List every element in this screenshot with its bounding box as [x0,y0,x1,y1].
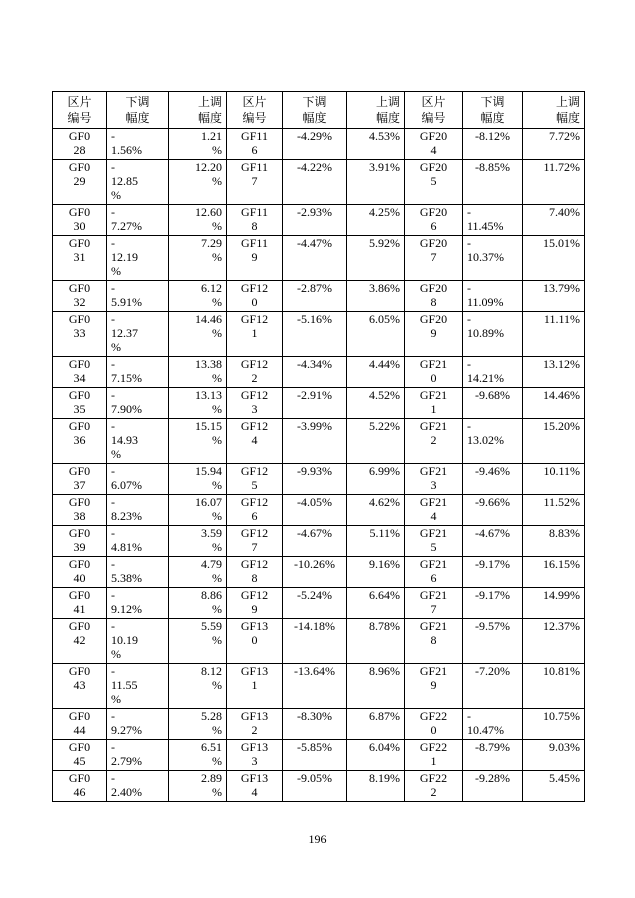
table-cell-zone-id: GF0 45 [53,740,107,771]
table-row [53,771,585,802]
table-cell-decrease: - 8.23% [107,495,169,526]
table-cell-decrease: - 5.91% [107,281,169,312]
table-cell-zone-id: GF21 4 [405,495,463,526]
table-cell-zone-id: GF11 8 [227,205,283,236]
table-row [53,205,585,236]
table-cell-zone-id: GF0 30 [53,205,107,236]
table-cell-decrease: -4.34% [283,357,347,388]
table-cell-decrease: -9.57% [463,619,523,664]
table-row [53,312,585,357]
table-cell-zone-id: GF0 34 [53,357,107,388]
table-cell-increase: 7.72% [523,129,585,160]
table-cell-zone-id: GF13 0 [227,619,283,664]
table-cell-increase: 14.99% [523,588,585,619]
table-cell-zone-id: GF20 7 [405,236,463,281]
table-cell-increase: 6.64% [347,588,405,619]
table-cell-decrease: -4.22% [283,160,347,205]
table-cell-decrease: -9.68% [463,388,523,419]
table-cell-increase: 5.59 % [169,619,227,664]
table-cell-decrease: -3.99% [283,419,347,464]
table-cell-increase: 6.87% [347,709,405,740]
table-cell-zone-id: GF12 4 [227,419,283,464]
table-cell-increase: 13.12% [523,357,585,388]
table-row [53,619,585,664]
table-cell-zone-id: GF0 29 [53,160,107,205]
table-cell-increase: 14.46 % [169,312,227,357]
table-cell-increase: 8.96% [347,664,405,709]
table-row [53,357,585,388]
table-cell-decrease: - 12.37 % [107,312,169,357]
table-row [53,160,585,205]
table-cell-decrease: -9.17% [463,588,523,619]
table-cell-increase: 5.45% [523,771,585,802]
table-cell-decrease: -14.18% [283,619,347,664]
table-cell-increase: 15.20% [523,419,585,464]
table-row [53,664,585,709]
table-cell-zone-id: GF11 7 [227,160,283,205]
table-cell-decrease: -5.24% [283,588,347,619]
table-cell-increase: 4.53% [347,129,405,160]
table-cell-decrease: - 4.81% [107,526,169,557]
table-cell-increase: 13.13 % [169,388,227,419]
table-cell-decrease: - 7.27% [107,205,169,236]
table-cell-decrease: -8.79% [463,740,523,771]
table-cell-zone-id: GF0 35 [53,388,107,419]
table-cell-decrease: -2.87% [283,281,347,312]
table-cell-decrease: - 1.56% [107,129,169,160]
table-cell-decrease: -4.29% [283,129,347,160]
table-cell-zone-id: GF12 2 [227,357,283,388]
table-cell-zone-id: GF21 8 [405,619,463,664]
table-cell-increase: 8.78% [347,619,405,664]
table-cell-zone-id: GF0 39 [53,526,107,557]
table-cell-zone-id: GF12 5 [227,464,283,495]
table-cell-zone-id: GF0 41 [53,588,107,619]
table-cell-decrease: -5.16% [283,312,347,357]
table-row [53,740,585,771]
table-cell-zone-id: GF13 3 [227,740,283,771]
table-cell-decrease: - 2.79% [107,740,169,771]
table-cell-zone-id: GF20 5 [405,160,463,205]
table-cell-increase: 3.59 % [169,526,227,557]
table-cell-decrease: - 11.45% [463,205,523,236]
column-header-zone-id: 区片 编号 [405,92,463,129]
table-cell-zone-id: GF13 1 [227,664,283,709]
table-cell-zone-id: GF0 44 [53,709,107,740]
table-cell-increase: 6.05% [347,312,405,357]
table-cell-decrease: -9.66% [463,495,523,526]
table-cell-decrease: - 10.37% [463,236,523,281]
table-cell-decrease: -8.85% [463,160,523,205]
table-cell-increase: 16.15% [523,557,585,588]
table-cell-zone-id: GF20 4 [405,129,463,160]
table-cell-zone-id: GF0 32 [53,281,107,312]
column-header-decrease: 下调 幅度 [283,92,347,129]
table-cell-increase: 5.11% [347,526,405,557]
table-cell-decrease: -2.93% [283,205,347,236]
table-row [53,588,585,619]
table-cell-increase: 11.52% [523,495,585,526]
table-cell-decrease: - 13.02% [463,419,523,464]
table-cell-decrease: -5.85% [283,740,347,771]
table-cell-zone-id: GF22 1 [405,740,463,771]
table-cell-decrease: - 14.93 % [107,419,169,464]
table-cell-increase: 11.72% [523,160,585,205]
table-cell-zone-id: GF0 40 [53,557,107,588]
table-cell-zone-id: GF0 28 [53,129,107,160]
table-row [53,129,585,160]
table-cell-decrease: - 9.12% [107,588,169,619]
table-cell-decrease: -8.30% [283,709,347,740]
table-cell-zone-id: GF21 3 [405,464,463,495]
table-cell-decrease: - 10.19 % [107,619,169,664]
table-cell-zone-id: GF11 6 [227,129,283,160]
table-cell-increase: 15.01% [523,236,585,281]
table-cell-increase: 8.83% [523,526,585,557]
table-cell-zone-id: GF20 6 [405,205,463,236]
table-cell-increase: 2.89 % [169,771,227,802]
table-cell-zone-id: GF22 2 [405,771,463,802]
table-cell-zone-id: GF0 42 [53,619,107,664]
table-cell-zone-id: GF0 31 [53,236,107,281]
table-cell-decrease: - 12.19 % [107,236,169,281]
table-cell-increase: 13.38 % [169,357,227,388]
table-cell-increase: 4.62% [347,495,405,526]
table-cell-zone-id: GF12 3 [227,388,283,419]
table-cell-zone-id: GF21 7 [405,588,463,619]
table-cell-decrease: - 11.55 % [107,664,169,709]
table-cell-zone-id: GF21 2 [405,419,463,464]
page-number: 196 [308,832,327,846]
table-cell-decrease: - 6.07% [107,464,169,495]
table-row [53,526,585,557]
table-cell-zone-id: GF13 4 [227,771,283,802]
adjustment-table [52,91,585,802]
table-cell-increase: 9.03% [523,740,585,771]
table-cell-zone-id: GF21 9 [405,664,463,709]
table-cell-decrease: -8.12% [463,129,523,160]
table-cell-decrease: -4.67% [283,526,347,557]
table-cell-decrease: - 11.09% [463,281,523,312]
table-body [53,129,585,802]
table-cell-zone-id: GF20 9 [405,312,463,357]
table-cell-increase: 8.19% [347,771,405,802]
table-cell-zone-id: GF12 6 [227,495,283,526]
table-cell-decrease: -4.67% [463,526,523,557]
table-cell-zone-id: GF20 8 [405,281,463,312]
table-cell-increase: 12.60 % [169,205,227,236]
table-cell-increase: 7.29 % [169,236,227,281]
table-cell-increase: 13.79% [523,281,585,312]
column-header-increase: 上调 幅度 [169,92,227,129]
table-cell-decrease: -2.91% [283,388,347,419]
table-cell-zone-id: GF0 43 [53,664,107,709]
table-cell-increase: 1.21 % [169,129,227,160]
table-cell-increase: 5.28 % [169,709,227,740]
table-row [53,557,585,588]
table-row [53,236,585,281]
table-cell-increase: 16.07 % [169,495,227,526]
table-cell-decrease: -4.05% [283,495,347,526]
table-cell-increase: 4.52% [347,388,405,419]
table-cell-increase: 5.92% [347,236,405,281]
table-cell-increase: 3.86% [347,281,405,312]
table-cell-increase: 12.37% [523,619,585,664]
table-cell-decrease: - 12.85 % [107,160,169,205]
table-cell-increase: 7.40% [523,205,585,236]
table-cell-zone-id: GF0 37 [53,464,107,495]
table-cell-increase: 8.86 % [169,588,227,619]
table-cell-increase: 10.11% [523,464,585,495]
table-cell-zone-id: GF0 33 [53,312,107,357]
table-cell-decrease: -9.05% [283,771,347,802]
table-cell-decrease: - 10.89% [463,312,523,357]
table-cell-zone-id: GF0 36 [53,419,107,464]
table-cell-increase: 15.15 % [169,419,227,464]
table-cell-decrease: - 7.90% [107,388,169,419]
table-cell-zone-id: GF11 9 [227,236,283,281]
table-row [53,464,585,495]
table-cell-zone-id: GF12 0 [227,281,283,312]
table-cell-increase: 6.12 % [169,281,227,312]
column-header-increase: 上调 幅度 [347,92,405,129]
table-row [53,495,585,526]
table-cell-zone-id: GF21 5 [405,526,463,557]
table-cell-decrease: -9.17% [463,557,523,588]
table-cell-zone-id: GF22 0 [405,709,463,740]
table-cell-decrease: -4.47% [283,236,347,281]
table-cell-increase: 12.20 % [169,160,227,205]
table-cell-increase: 8.12 % [169,664,227,709]
table-cell-zone-id: GF21 0 [405,357,463,388]
table-cell-zone-id: GF13 2 [227,709,283,740]
table-cell-increase: 6.04% [347,740,405,771]
table-cell-zone-id: GF21 6 [405,557,463,588]
table-cell-increase: 10.75% [523,709,585,740]
table-cell-decrease: - 5.38% [107,557,169,588]
column-header-zone-id: 区片 编号 [227,92,283,129]
table-row [53,281,585,312]
table-cell-zone-id: GF21 1 [405,388,463,419]
table-cell-decrease: - 7.15% [107,357,169,388]
table-cell-zone-id: GF0 46 [53,771,107,802]
table-row [53,419,585,464]
table-cell-decrease: -13.64% [283,664,347,709]
table-cell-decrease: - 10.47% [463,709,523,740]
table-cell-increase: 15.94 % [169,464,227,495]
column-header-increase: 上调 幅度 [523,92,585,129]
table-cell-increase: 5.22% [347,419,405,464]
table-cell-increase: 11.11% [523,312,585,357]
table-cell-increase: 6.99% [347,464,405,495]
table-header-row [53,92,585,129]
table-cell-decrease: - 9.27% [107,709,169,740]
table-cell-decrease: - 2.40% [107,771,169,802]
table-cell-zone-id: GF12 7 [227,526,283,557]
table-cell-decrease: -10.26% [283,557,347,588]
table-cell-increase: 10.81% [523,664,585,709]
table-cell-zone-id: GF0 38 [53,495,107,526]
column-header-decrease: 下调 幅度 [463,92,523,129]
table-cell-zone-id: GF12 1 [227,312,283,357]
table-cell-increase: 3.91% [347,160,405,205]
table-cell-zone-id: GF12 9 [227,588,283,619]
table-cell-increase: 6.51 % [169,740,227,771]
table-cell-decrease: -7.20% [463,664,523,709]
table-cell-increase: 4.25% [347,205,405,236]
table-cell-decrease: -9.28% [463,771,523,802]
column-header-zone-id: 区片 编号 [53,92,107,129]
table-cell-decrease: -9.93% [283,464,347,495]
table-cell-increase: 14.46% [523,388,585,419]
table-row [53,709,585,740]
table-cell-decrease: -9.46% [463,464,523,495]
table-cell-increase: 9.16% [347,557,405,588]
table-cell-increase: 4.79 % [169,557,227,588]
table-cell-increase: 4.44% [347,357,405,388]
column-header-decrease: 下调 幅度 [107,92,169,129]
table-cell-decrease: - 14.21% [463,357,523,388]
table-row [53,388,585,419]
table-cell-zone-id: GF12 8 [227,557,283,588]
